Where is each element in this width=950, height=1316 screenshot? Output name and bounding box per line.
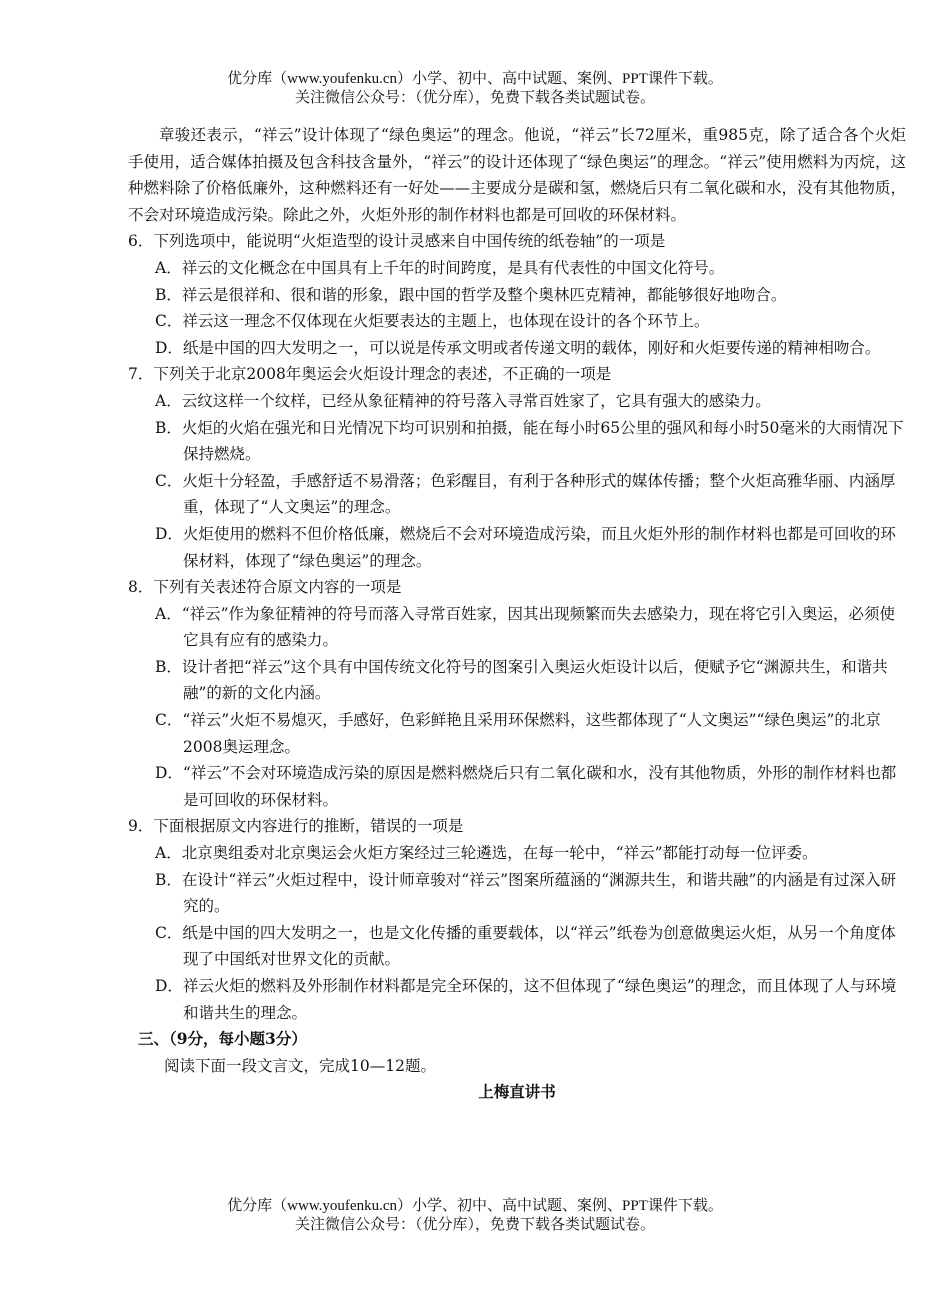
option-c: C．祥云这一理念不仅体现在火炬要表达的主题上，也体现在设计的各个环节上。: [155, 312, 710, 331]
question-7: [128, 361, 906, 574]
section-instruction: 阅读下面一段文言文，完成10—12题。: [164, 1056, 436, 1075]
question-stem: 8．下列有关表述符合原文内容的一项是: [128, 578, 402, 597]
question-stem: 6．下列选项中，能说明“火炬造型的设计灵感来自中国传统的纸卷轴”的一项是: [128, 232, 666, 251]
option-c: C．纸是中国的四大发明之一，也是文化传播的重要载体，以“祥云”纸卷为创意做奥运火炬，从另一个角度体现了中国纸对世界文化的贡献。: [155, 923, 896, 969]
option-a: A．北京奥组委对北京奥运会火炬方案经过三轮遴选，在每一轮中，“祥云”都能打动每一位评委。: [155, 844, 818, 863]
option-b: B．祥云是很祥和、很和谐的形象，跟中国的哲学及整个奥林匹克精神，都能够很好地吻合。: [155, 285, 787, 304]
header-line-1: 优分库（www.youfenku.cn）小学、初中、高中试题、案例、PPT课件下载。: [227, 71, 723, 87]
option-d: D．火炬使用的燃料不但价格低廉，燃烧后不会对环境造成污染，而且火炬外形的制作材料也都是可回收的环保材料，体现了“绿色奥运”的理念。: [155, 524, 896, 570]
question-6: [128, 228, 906, 361]
option-b: B．设计者把“祥云”这个具有中国传统文化符号的图案引入奥运火炬设计以后，便赋予它“渊源共生，和谐共融”的新的文化内涵。: [155, 657, 888, 703]
document-body: [128, 122, 906, 1106]
intro-paragraph: 章骏还表示，“祥云”设计体现了“绿色奥运”的理念。他说，“祥云”长72厘米，重985克，除了适合各个火炬手使用，适合媒体拍摄及包含科技含量外，“祥云”的设计还体现了“绿色奥运”的理念。“祥云”使用燃料为丙烷，这种燃料除了价格低廉外，这种燃料还有一好处——主要成分是碳和氢，燃烧后只有二氧化碳和水，没有其他物质，不会对环境造成污染。除此之外，火炬外形的制作材料也都是可回收的环保材料。: [128, 126, 906, 224]
option-d: D．祥云火炬的燃料及外形制作材料都是完全环保的，这不但体现了“绿色奥运”的理念，而且体现了人与环境和谐共生的理念。: [155, 977, 897, 1022]
footer-line-1: 优分库（www.youfenku.cn）小学、初中、高中试题、案例、PPT课件下载。: [227, 1198, 723, 1214]
option-a: A．祥云的文化概念在中国具有上千年的时间跨度，是具有代表性的中国文化符号。: [155, 258, 725, 277]
question-stem: 7．下列关于北京2008年奥运会火炬设计理念的表述，不正确的一项是: [128, 365, 612, 384]
option-a: A．云纹这样一个纹样，已经从象征精神的符号落入寻常百姓家了，它具有强大的感染力。: [155, 391, 771, 410]
page-footer: [0, 1197, 950, 1235]
option-c: C．火炬十分轻盈，手感舒适不易滑落；色彩醒目，有利于各种形式的媒体传播；整个火炬高雅华丽、内涵厚重，体现了“人文奥运”的理念。: [155, 471, 896, 517]
question-9: [128, 813, 906, 1026]
footer-line-2: 关注微信公众号：（优分库），免费下载各类试题试卷。: [294, 1217, 655, 1233]
header-line-2: 关注微信公众号：（优分库），免费下载各类试题试卷。: [294, 90, 655, 106]
option-d: D．纸是中国的四大发明之一，可以说是传承文明或者传递文明的载体，刚好和火炬要传递的精神相吻合。: [155, 338, 881, 357]
question-stem: 9．下面根据原文内容进行的推断，错误的一项是: [128, 817, 464, 836]
option-b: B．火炬的火焰在强光和日光情况下均可识别和拍摄，能在每小时65公里的强风和每小时50毫米的大雨情况下保持燃烧。: [155, 418, 904, 464]
passage-title: 上梅直讲书: [478, 1082, 556, 1102]
question-8: [128, 574, 906, 813]
option-b: B．在设计“祥云”火炬过程中，设计师章骏对“祥云”图案所蕴涵的“渊源共生，和谐共融”的内涵是有过深入研究的。: [155, 870, 896, 916]
page-header: [0, 70, 950, 108]
section-heading: 三、（9分，每小题3分）: [138, 1029, 307, 1049]
option-a: A．“祥云”作为象征精神的符号而落入寻常百姓家，因其出现频繁而失去感染力，现在将它引入奥运，必须使它具有应有的感染力。: [155, 604, 896, 650]
option-c: C．“祥云”火炬不易熄灭，手感好，色彩鲜艳且采用环保燃料，这些都体现了“人文奥运”“绿色奥运”的北京2008奥运理念。: [155, 711, 881, 756]
option-d: D．“祥云”不会对环境造成污染的原因是燃料燃烧后只有二氧化碳和水，没有其他物质，外形的制作材料也都是可回收的环保材料。: [155, 764, 897, 809]
